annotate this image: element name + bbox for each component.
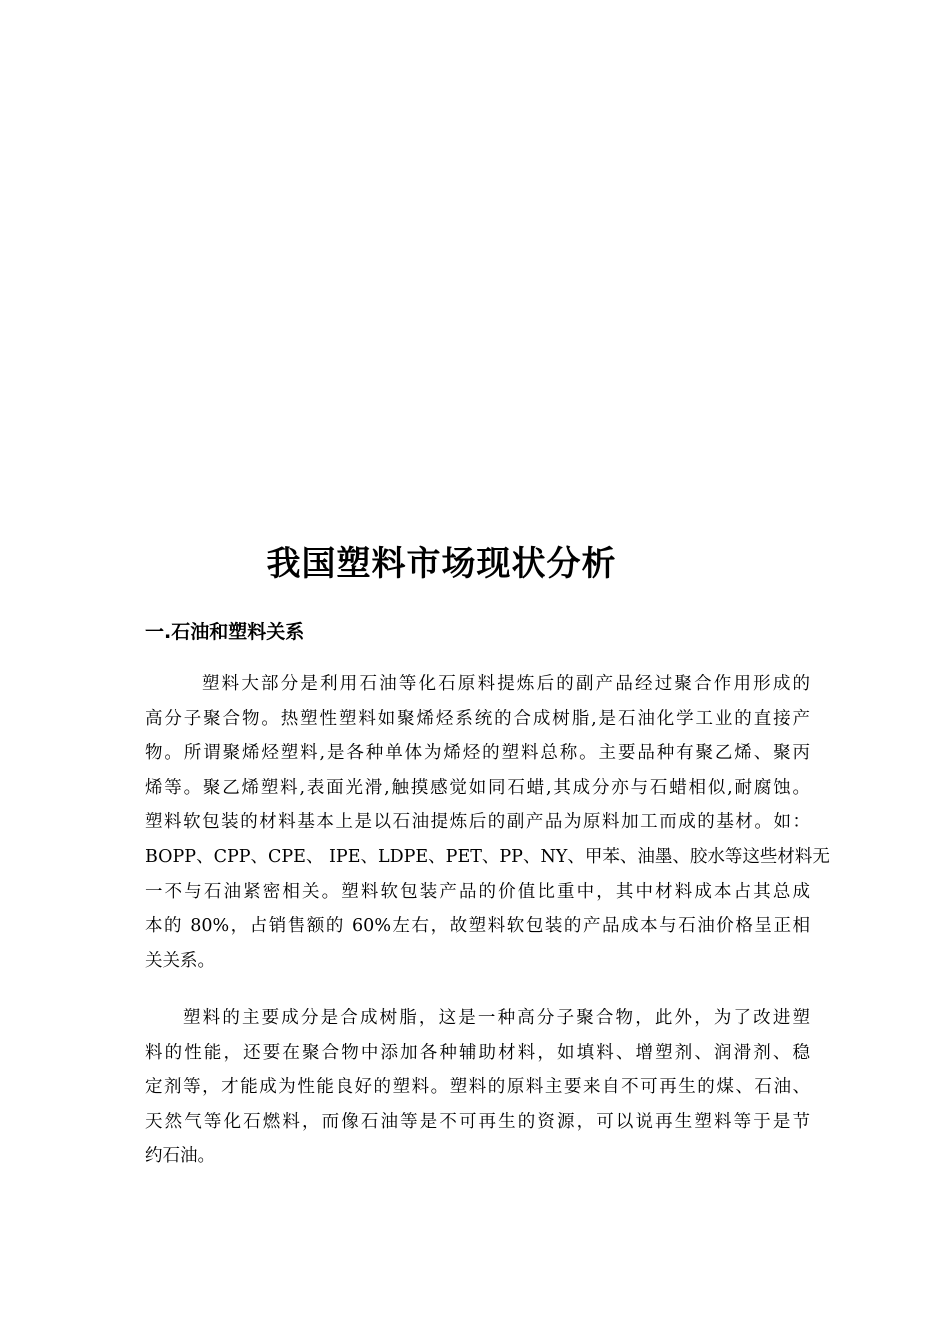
paragraph-line: BOPP、CPP、CPE、 IPE、LDPE、PET、PP、NY、甲苯、油墨、胶水等这些材料无 [145,846,830,867]
paragraph-2 [145,1001,810,1174]
paragraph-line: 塑料软包装的材料基本上是以石油提炼后的副产品为原料加工而成的基材。如： [145,812,810,833]
paragraph-line: 关关系。 [145,950,215,971]
paragraph-line: 约石油。 [145,1146,215,1167]
paragraph-line: 料的性能，还要在聚合物中添加各种辅助材料，如填料、增塑剂、润滑剂、稳 [145,1042,810,1063]
paragraph-line: 塑料的主要成分是合成树脂，这是一种高分子聚合物，此外，为了改进塑 [183,1008,810,1028]
paragraph-line: 天然气等化石燃料，而像石油等是不可再生的资源，可以说再生塑料等于是节 [145,1111,810,1132]
paragraph-line: 高分子聚合物。热塑性塑料如聚烯烃系统的合成树脂,是石油化学工业的直接产 [145,708,810,729]
paragraph-1 [145,667,830,978]
paragraph-line: 一不与石油紧密相关。塑料软包装产品的价值比重中，其中材料成本占其总成 [145,881,810,902]
paragraph-line: 定剂等，才能成为性能良好的塑料。塑料的原料主要来自不可再生的煤、石油、 [145,1077,810,1098]
document-title: 我国塑料市场现状分析 [266,544,617,584]
section-heading: 一.石油和塑料关系 [145,621,305,643]
paragraph-line: 物。所谓聚烯烃塑料,是各种单体为烯烃的塑料总称。主要品种有聚乙烯、聚丙 [145,743,810,764]
paragraph-line: 烯等。聚乙烯塑料,表面光滑,触摸感觉如同石蜡,其成分亦与石蜡相似,耐腐蚀。 [145,777,810,798]
paragraph-line: 本的 80%，占销售额的 60%左右，故塑料软包装的产品成本与石油价格呈正相 [145,916,810,937]
paragraph-line: 塑料大部分是利用石油等化石原料提炼后的副产品经过聚合作用形成的 [202,674,810,694]
